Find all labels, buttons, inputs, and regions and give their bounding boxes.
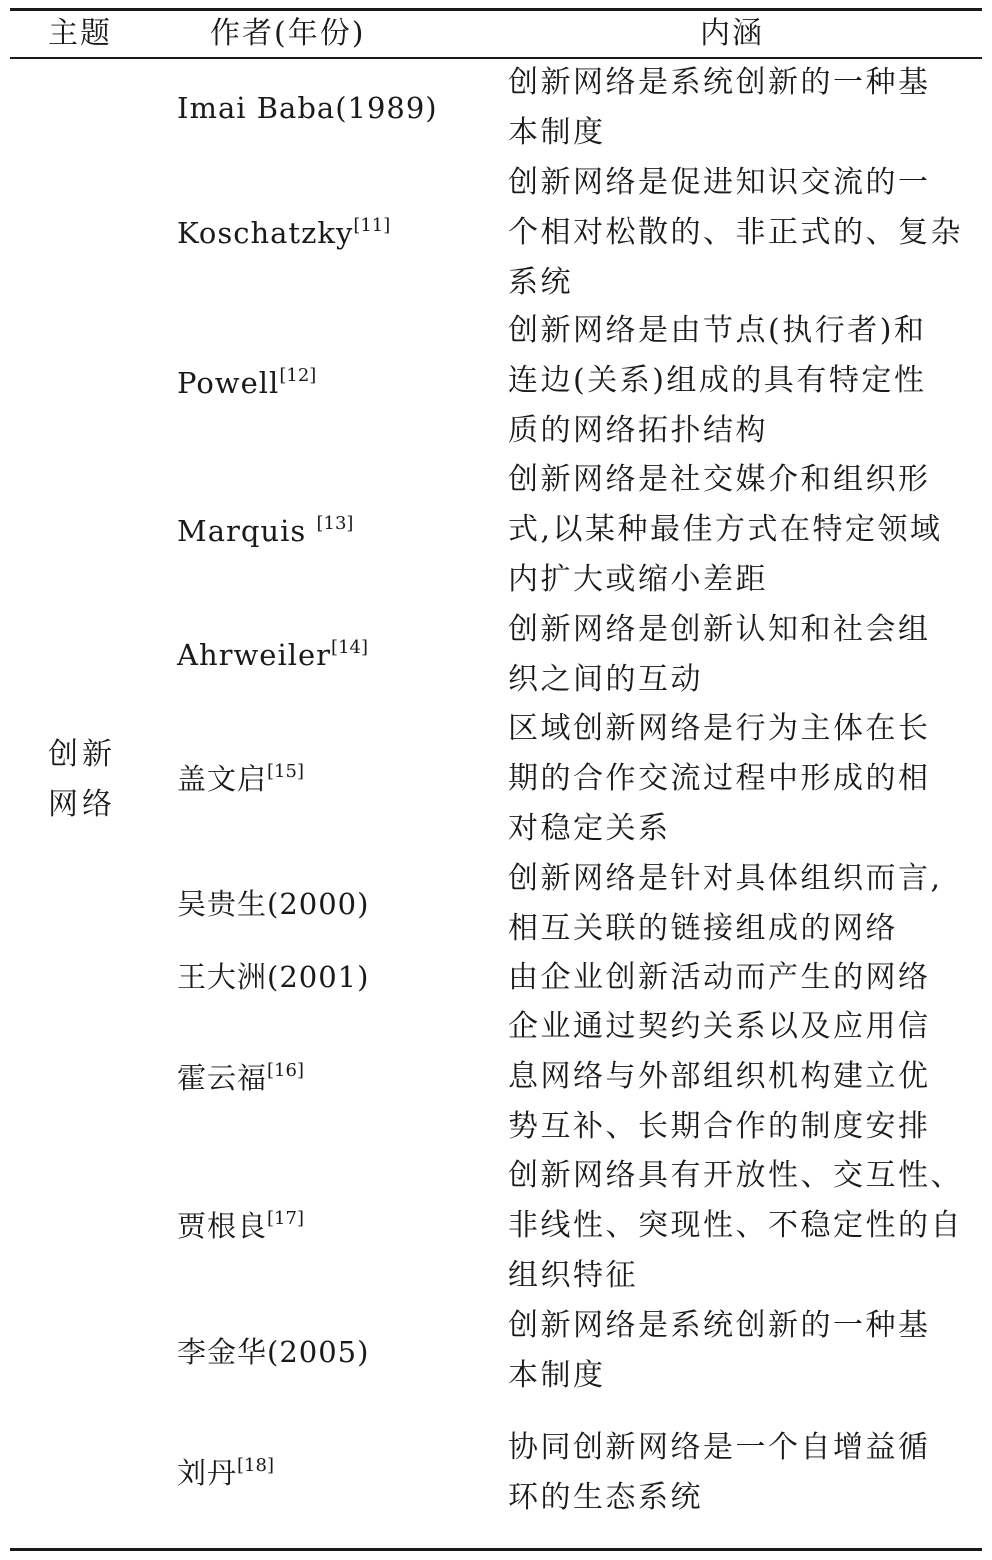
header-topic: 主题: [48, 16, 112, 51]
definition-line: 创新网络是由节点(执行者)和: [508, 313, 927, 348]
author-name: 贾根良: [177, 1209, 268, 1243]
definition-cell: [508, 158, 970, 308]
definition-line: 创新网络是系统创新的一种基: [508, 1308, 931, 1343]
author-cell: [177, 213, 497, 258]
reference-mark: [13]: [316, 513, 354, 534]
definition-cell: [508, 58, 970, 158]
reference-mark: [16]: [267, 1060, 304, 1081]
definition-line: 创新网络是社交媒介和组织形: [508, 462, 931, 497]
definition-line: 对稳定关系: [508, 811, 671, 846]
definition-cell: [508, 1002, 970, 1152]
definition-line: 连边(关系)组成的具有特定性: [508, 363, 927, 398]
definition-line: 区域创新网络是行为主体在长: [508, 711, 931, 746]
definition-line: 相互关联的链接组成的网络: [508, 911, 898, 946]
author-cell: [177, 1453, 497, 1498]
definition-cell: [508, 1151, 970, 1301]
definition-line: 协同创新网络是一个自增益循: [508, 1430, 931, 1465]
definition-line: 内扩大或缩小差距: [508, 562, 768, 597]
definition-line: 本制度: [508, 115, 606, 150]
bottom-rule: [10, 1548, 982, 1551]
author-name: Powell: [177, 366, 280, 400]
reference-mark: [14]: [331, 637, 368, 658]
author-cell: [177, 1332, 497, 1377]
author-name: Ahrweiler: [177, 638, 332, 672]
definition-cell: [508, 306, 970, 456]
definition-line: 质的网络拓扑结构: [508, 413, 768, 448]
definition-line: 非线性、突现性、不稳定性的自: [508, 1208, 963, 1243]
reference-mark: [11]: [353, 215, 391, 236]
definition-line: 期的合作交流过程中形成的相: [508, 761, 931, 796]
definition-line: 创新网络是系统创新的一种基: [508, 65, 931, 100]
author-cell: [177, 759, 497, 804]
definition-line: 创新网络是促进知识交流的一: [508, 165, 931, 200]
author-name: 刘丹: [177, 1456, 238, 1490]
definition-cell: [508, 953, 970, 1003]
author-name: Imai Baba(1989): [177, 91, 438, 125]
author-cell: [177, 511, 497, 556]
author-name: 盖文启: [177, 762, 268, 796]
definition-cell: [508, 455, 970, 605]
topic-line: 创新: [48, 737, 116, 772]
author-name: Koschatzky: [177, 216, 354, 250]
definition-line: 息网络与外部组织机构建立优: [508, 1059, 931, 1094]
definition-line: 系统: [508, 265, 573, 300]
reference-mark: [18]: [237, 1455, 274, 1476]
author-cell: [177, 1058, 497, 1103]
definition-line: 组织特征: [508, 1258, 638, 1293]
definition-cell: [508, 1423, 970, 1523]
definition-cell: [508, 1301, 970, 1401]
definition-line: 企业通过契约关系以及应用信: [508, 1009, 931, 1044]
author-cell: [177, 884, 497, 929]
author-cell: [177, 88, 497, 133]
definition-line: 势互补、长期合作的制度安排: [508, 1109, 931, 1144]
author-name: Marquis: [177, 514, 317, 548]
author-name: 李金华(2005): [177, 1335, 370, 1369]
author-name: 吴贵生(2000): [177, 887, 370, 921]
top-rule: [10, 8, 982, 11]
topic-line: 网络: [48, 787, 116, 822]
reference-mark: [12]: [279, 365, 317, 386]
definition-line: 个相对松散的、非正式的、复杂: [508, 215, 963, 250]
author-cell: [177, 363, 497, 408]
definition-line: 创新网络是针对具体组织而言,: [508, 861, 943, 896]
author-cell: [177, 957, 497, 1002]
definition-line: 本制度: [508, 1358, 606, 1393]
definition-line: 创新网络是创新认知和社会组: [508, 612, 931, 647]
author-cell: [177, 635, 497, 680]
reference-mark: [17]: [267, 1208, 304, 1229]
definition-line: 由企业创新活动而产生的网络: [508, 960, 931, 995]
definition-line: 式,以某种最佳方式在特定领域: [508, 512, 943, 547]
header-author: 作者(年份): [210, 16, 366, 51]
author-name: 霍云福: [177, 1061, 268, 1095]
topic-cell: [48, 730, 128, 830]
author-name: 王大洲(2001): [177, 960, 370, 994]
header-definition: 内涵: [700, 16, 764, 51]
definition-line: 织之间的互动: [508, 662, 703, 697]
definition-cell: [508, 704, 970, 854]
definition-cell: [508, 854, 970, 954]
author-cell: [177, 1206, 497, 1251]
definition-line: 创新网络具有开放性、交互性、: [508, 1158, 963, 1193]
definition-line: 环的生态系统: [508, 1480, 703, 1515]
reference-mark: [15]: [267, 761, 304, 782]
definition-cell: [508, 605, 970, 705]
